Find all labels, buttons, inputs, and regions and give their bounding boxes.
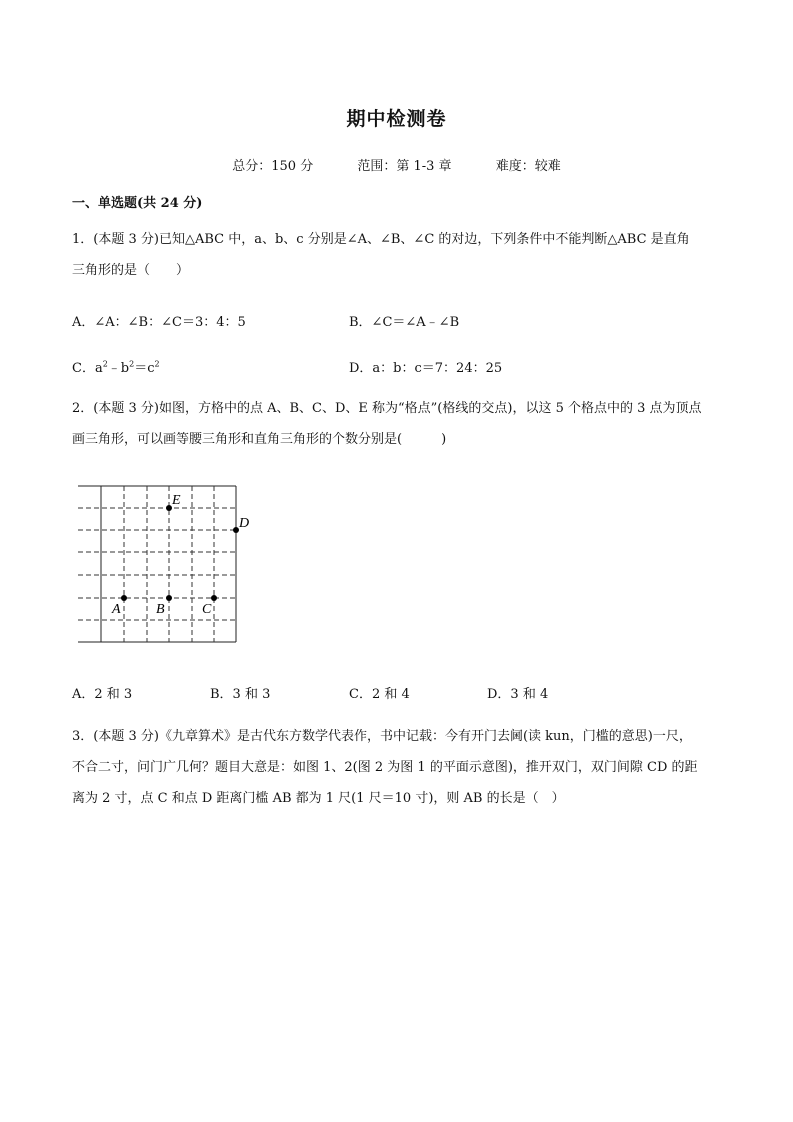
label-d: D (239, 516, 250, 531)
question-3-line-2: 不合二寸，问门广几何？题目大意是：如图 1、2(图 2 为图 1 的平面示意图)，推开双门，双门间隙 CD 的距 (72, 760, 698, 775)
q2-option-d: D．3 和 4 (487, 687, 549, 702)
q2-option-b: B．3 和 3 (210, 687, 271, 702)
question-1-line-1: 1．(本题 3 分)已知△ABC 中，a、b、c 分别是∠A、∠B、∠C 的对边，下列条件中不能判断△ABC 是直角 (72, 232, 690, 247)
question-3-line-1: 3．(本题 3 分)《九章算术》是古代东方数学代表作，书中记载：今有开门去阃(读 kun，门槛的意思)一尺， (72, 729, 692, 744)
question-2-line-2: 画三角形，可以画等腰三角形和直角三角形的个数分别是( ) (72, 432, 447, 447)
page-title: 期中检测卷 (346, 108, 447, 130)
label-b: B (156, 602, 165, 617)
q1-option-c-b: ﹣b (107, 361, 130, 376)
q1-option-c-sup-2: 2 (129, 359, 135, 369)
question-1-line-2: 三角形的是（ ） (72, 263, 190, 278)
total-score: 总分：150 分 (232, 159, 314, 174)
q1-option-c-sup-3: 2 (154, 359, 160, 369)
label-a: A (112, 602, 121, 617)
scope: 范围：第 1-3 章 (357, 159, 452, 174)
q1-option-c (72, 357, 160, 376)
question-3 (72, 721, 722, 814)
point-c (211, 595, 217, 601)
question-1 (72, 224, 722, 286)
point-b (166, 595, 172, 601)
question-2 (72, 393, 722, 455)
q1-option-b: B．∠C＝∠A﹣∠B (349, 315, 460, 330)
section-title: 一、单选题(共 24 分) (72, 196, 203, 211)
question-3-line-3: 离为 2 寸，点 C 和点 D 距离门槛 AB 都为 1 尺(1 尺＝10 寸)，则 AB 的长是（ ） (72, 791, 565, 806)
exam-meta (0, 155, 793, 174)
q1-option-c-a: C．a (72, 361, 103, 376)
label-c: C (202, 602, 212, 617)
grid-figure (76, 480, 256, 650)
q2-option-a: A．2 和 3 (72, 687, 133, 702)
difficulty: 难度：较难 (495, 159, 561, 174)
q2-option-c: C．2 和 4 (349, 687, 410, 702)
point-a (121, 595, 127, 601)
q1-option-c-sup-1: 2 (102, 359, 108, 369)
q1-option-c-c: ＝c (134, 361, 155, 376)
q1-option-d: D．a：b：c＝7：24：25 (349, 361, 503, 376)
label-e: E (172, 493, 181, 508)
question-2-line-1: 2．(本题 3 分)如图，方格中的点 A、B、C、D、E 称为“格点”(格线的交点)，以这 5 个格点中的 3 点为顶点 (72, 401, 702, 416)
q1-option-a: A．∠A：∠B：∠C＝3：4：5 (72, 315, 246, 330)
